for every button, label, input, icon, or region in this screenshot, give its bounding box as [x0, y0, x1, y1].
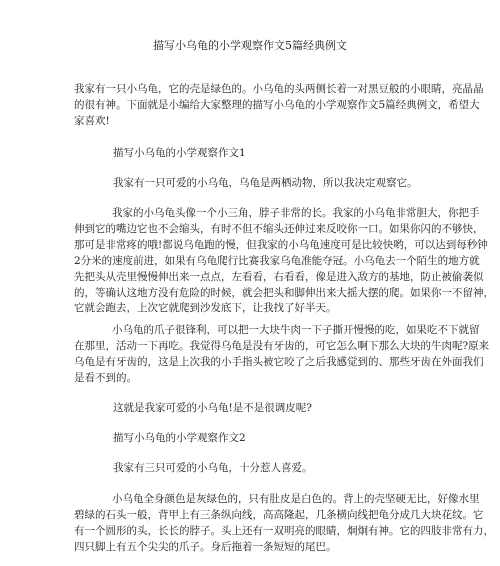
text-line: 伸到它的嘴边它也不会缩头，有时不但不缩头还伸过来反咬你一口。如果你闪的不够快， [74, 222, 484, 235]
text-line: 小乌龟的爪子很锋利，可以把一大块牛肉一下子撕开慢慢的吃，如果吃不下就留 [112, 324, 480, 336]
text-line: 有一个圆形的头，长长的脖子。头上还有一双明亮的眼睛，炯炯有神。它的四肢非常有力， [74, 524, 494, 537]
essay1-heading: 描写小乌龟的小学观察作文1 [113, 147, 246, 159]
text-line: 家喜欢! [74, 114, 110, 127]
text-line: 乌龟是有牙齿的，这是上次我的小手指头被它咬了之后我感觉到的、那些牙齿在外面我们 [74, 355, 484, 368]
document-title: 描写小乌龟的小学观察作文5篇经典例文 [153, 39, 347, 52]
text-line: 四只脚上有五个尖尖的爪子。身后拖着一条短短的尾巴。 [74, 540, 337, 553]
essay1-paragraph-4 [113, 401, 443, 417]
text-line: 小乌龟全身颜色是灰绿色的，只有肚皮是白色的。背上的壳坚硬无比，好像水里 [112, 493, 480, 505]
essay1-paragraph-1 [113, 176, 443, 192]
essay1-paragraph-3 [74, 323, 490, 387]
text-line: 我家有三只可爱的小乌龟，十分惹人喜爱。 [113, 462, 313, 474]
text-line: 在那里，活动一下再吃。我觉得乌龟是没有牙齿的，可它怎么啊下那么大块的牛肉呢?原来 [74, 339, 490, 352]
text-line: 的，等确认这地方没有危险的时候，就会把头和脚伸出来大摇大摆的爬。如果你一不留神， [74, 286, 494, 299]
text-line: 2分米的速度前进，如果有乌龟爬行比赛我家乌龟准能夺冠。小乌龟去一个陌生的地方就 [74, 254, 480, 267]
text-line: 我家有一只小乌龟，它的壳是绿色的。小乌龟的头两侧长着一对黑豆般的小眼睛，亮晶晶 [74, 83, 484, 95]
text-line: 是看不到的。 [74, 371, 137, 384]
text-line: 它就会跑去，上次它就爬到沙发底下，让我找了好半天。 [74, 302, 337, 315]
essay2-heading: 描写小乌龟的小学观察作文2 [113, 432, 246, 444]
text-line: 先把头从壳里慢慢伸出来一点点，左看看，右看看，像是进入敌方的基地，防止被偷袭似 [74, 270, 484, 283]
text-line: 碧绿的石头一般，背甲上有三条纵向线，高高隆起，几条横向线把龟分成几大块花纹。它 [74, 508, 484, 521]
text-line: 我家有一只可爱的小乌龟，乌龟是两栖动物，所以我决定观察它。 [113, 177, 418, 189]
essay2-paragraph-1 [113, 461, 443, 477]
essay2-paragraph-2 [74, 492, 494, 556]
essay1-paragraph-2 [74, 206, 494, 317]
text-line: 的很有神。下面就是小编给大家整理的描写小乌龟的小学观察作文5篇经典例文，希望大 [74, 98, 480, 111]
text-line: 这就是我家可爱的小乌龟!是不是很调皮呢? [113, 402, 312, 414]
text-line: 我家的小乌龟头像一个小三角，脖子非常的长。我家的小乌龟非常胆大，你把手 [112, 207, 480, 219]
text-line: 那可是非常疼的哦!都说乌龟跑的慢，但我家的小乌龟速度可是比较快哟，可以达到每秒钟 [74, 238, 488, 251]
intro-paragraph [74, 82, 484, 130]
